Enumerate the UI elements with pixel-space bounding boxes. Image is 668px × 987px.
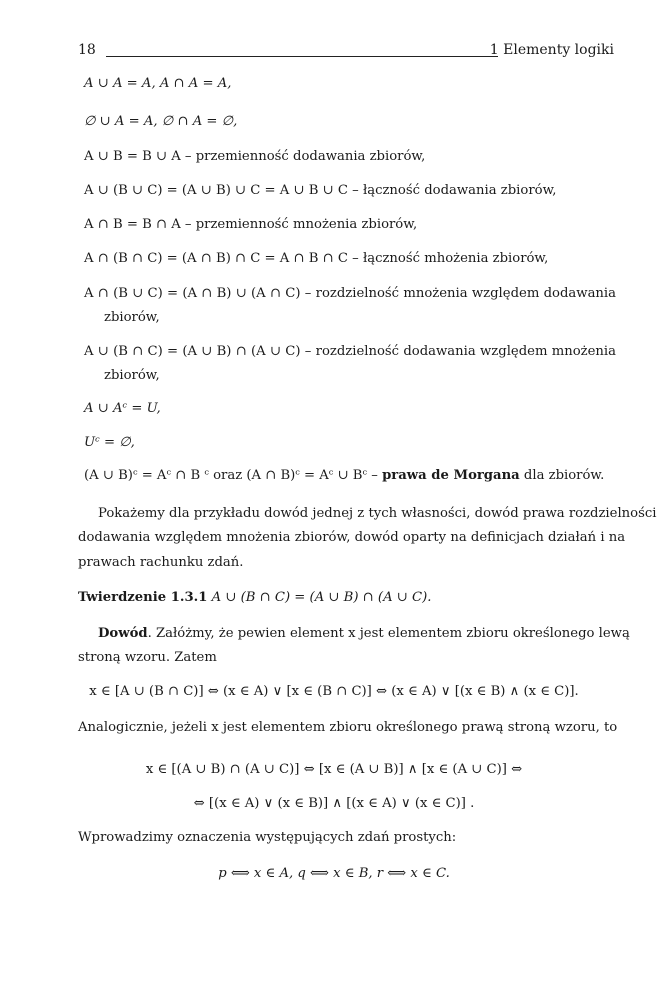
intro-line-2: dodawania względem mnożenia zbiorów, dowód oparty na definicjach działań i na — [78, 530, 626, 545]
theorem-label: Twierdzenie 1.3.1 — [78, 590, 208, 605]
analog-text: Analogicznie, jeżeli x jest elementem zbioru określonego prawą stroną wzoru, to — [78, 720, 618, 735]
proof-label: Dowód — [98, 626, 148, 641]
theorem — [78, 590, 431, 605]
proof-line-2: stroną wzoru. Zatem — [78, 650, 217, 665]
chapter-title: 1 Elementy logiki — [489, 42, 614, 58]
de-morgan-tail: dla zbiorów. — [523, 468, 605, 483]
property-union-commutativity: A ∪ B = B ∪ A – przemienność dodawania zbiorów, — [84, 149, 426, 164]
property-complement-union: A ∪ Aᶜ = U, — [84, 401, 161, 416]
property-idempotence: A ∪ A = A, A ∩ A = A, — [84, 76, 232, 91]
property-intersection-commutativity: A ∩ B = B ∩ A – przemienność mnożenia zbiorów, — [84, 217, 418, 232]
intro-line-3: prawach rachunku zdań. — [78, 555, 244, 570]
property-intersection-associativity: A ∩ (B ∩ C) = (A ∩ B) ∩ C = A ∩ B ∩ C – łączność mhożenia zbiorów, — [84, 251, 549, 266]
equation-right-side-1: x ∈ [(A ∪ B) ∩ (A ∪ C)] ⇔ [x ∈ (A ∪ B)] ∧ [x ∈ (A ∪ C)] ⇔ — [145, 762, 523, 777]
property-intersection-distributivity: A ∩ (B ∪ C) = (A ∩ B) ∪ (A ∩ C) – rozdzielność mnożenia względem dodawania — [84, 286, 616, 301]
intro-line-1: Pokażemy dla przykładu dowód jednej z tych własności, dowód prawa rozdzielności — [98, 506, 657, 521]
property-union-distributivity: A ∪ (B ∩ C) = (A ∪ B) ∩ (A ∪ C) – rozdzielność dodawania względem mnożenia — [84, 344, 616, 359]
de-morgan-laws — [84, 468, 604, 483]
theorem-statement: A ∪ (B ∩ C) = (A ∪ B) ∩ (A ∪ C). — [211, 590, 432, 605]
property-continuation: zbiorów, — [104, 310, 160, 325]
equation-left-side: x ∈ [A ∪ (B ∩ C)] ⇔ (x ∈ A) ∨ [x ∈ (B ∩ C)] ⇔ (x ∈ A) ∨ [(x ∈ B) ∧ (x ∈ C)]. — [89, 684, 579, 699]
notation-definitions: p ⟺ x ∈ A, q ⟺ x ∈ B, r ⟺ x ∈ C. — [218, 866, 450, 881]
running-header — [78, 42, 614, 62]
proof-text: . Załóżmy, że pewien element x jest elementem zbioru określonego lewą — [147, 626, 630, 641]
property-universe-complement: Uᶜ = ∅, — [84, 435, 135, 450]
de-morgan-formula: (A ∪ B)ᶜ = Aᶜ ∩ B ᶜ oraz (A ∩ B)ᶜ = Aᶜ ∪ Bᶜ – — [84, 468, 378, 483]
equation-right-side-2: ⇔ [(x ∈ A) ∨ (x ∈ B)] ∧ [(x ∈ A) ∨ (x ∈ C)] . — [193, 796, 475, 811]
notation-intro: Wprowadzimy oznaczenia występujących zdań prostych: — [78, 830, 457, 845]
property-continuation: zbiorów, — [104, 368, 160, 383]
property-empty-set: ∅ ∪ A = A, ∅ ∩ A = ∅, — [84, 114, 238, 129]
de-morgan-label: prawa de Morgana — [382, 468, 520, 483]
proof-line-1 — [98, 626, 630, 641]
property-union-associativity: A ∪ (B ∪ C) = (A ∪ B) ∪ C = A ∪ B ∪ C – łączność dodawania zbiorów, — [84, 183, 557, 198]
page-number: 18 — [78, 42, 96, 58]
header-rule — [106, 56, 498, 57]
